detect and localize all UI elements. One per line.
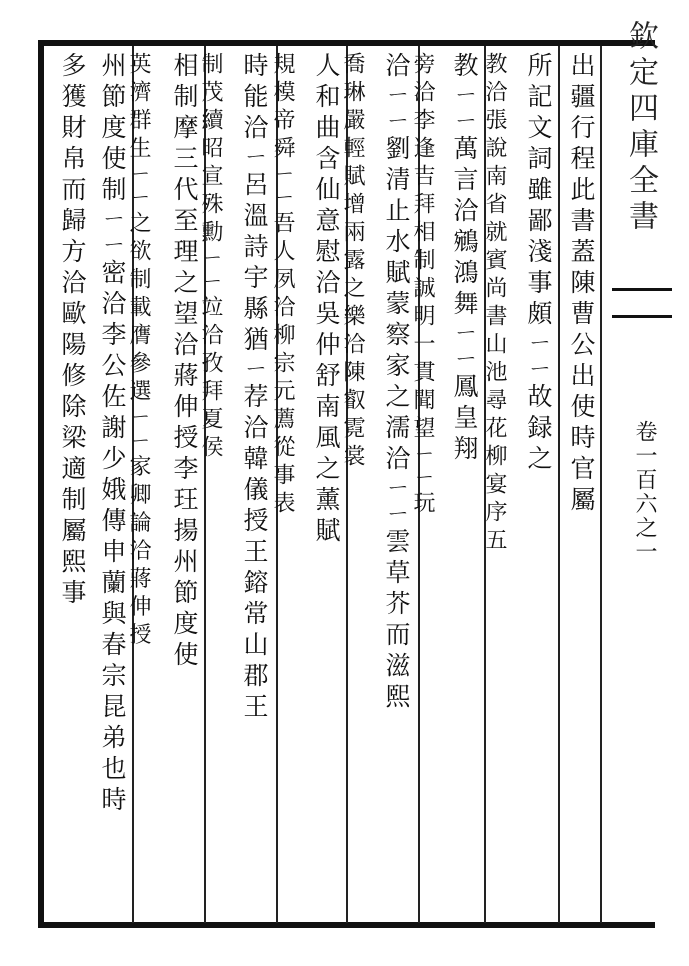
text-column-12: 相制摩三代至理之望洽蔣伸授李玨揚州節度使 [170,52,199,672]
text-column-13: 英濟群生ㄧㄧ之欲制載膺參選ㄧㄧ家卿論洽蔣伸授 [126,52,151,651]
book-title: 欽定四庫全書 [623,20,658,236]
text-column-9: 規模帝舜ㄧㄧ吾人夙洽柳宗元薦從事表 [270,52,295,520]
text-column-8: 人和曲含仙意慰洽吳仲舒南風之薰賦 [312,52,341,548]
text-column-2: 所記文詞雖鄙淺事頗ㄧㄧ故録之 [524,52,553,476]
text-column-10: 時能洽ㄧ呂溫詩宇縣猶ㄧ荐洽韓儀授王鎔常山郡王 [240,52,269,724]
text-column-11: 制茂續昭宣殊勳ㄧㄧ竝洽孜拜夏侯 [198,52,223,464]
text-column-3: 教洽張說南省就賓尚書山池尋花柳宴序五 [482,52,507,556]
text-column-6: 洽ㄧㄧ劉清止水賦蒙察家之濡洽ㄧㄧ雲草芥而滋熙 [382,52,411,714]
text-column-14: 州節度使制ㄧㄧ密洽李公佐謝少娥傳申蘭與春宗昆弟也時 [98,52,127,817]
text-column-7: 喬琳嚴輕賦增兩露之樂洽陳叡霓裳 [340,52,365,472]
fish-tail-mark [612,288,672,318]
text-column-5: 旁洽李逢吉拜相制誠明一貫聞望ㄧㄧ玩 [410,52,435,520]
volume-label: 卷一百六之一 [632,420,657,564]
text-column-4: 教ㄧㄧ萬言洽鵷鴻舞ㄧㄧ鳳皇翔 [450,52,479,466]
text-column-15: 多獲財帛而歸方洽歐陽修除梁適制屬熙事 [58,52,87,610]
text-column-1: 出疆行程此書蓋陳曹公出使時官屬 [567,52,596,517]
